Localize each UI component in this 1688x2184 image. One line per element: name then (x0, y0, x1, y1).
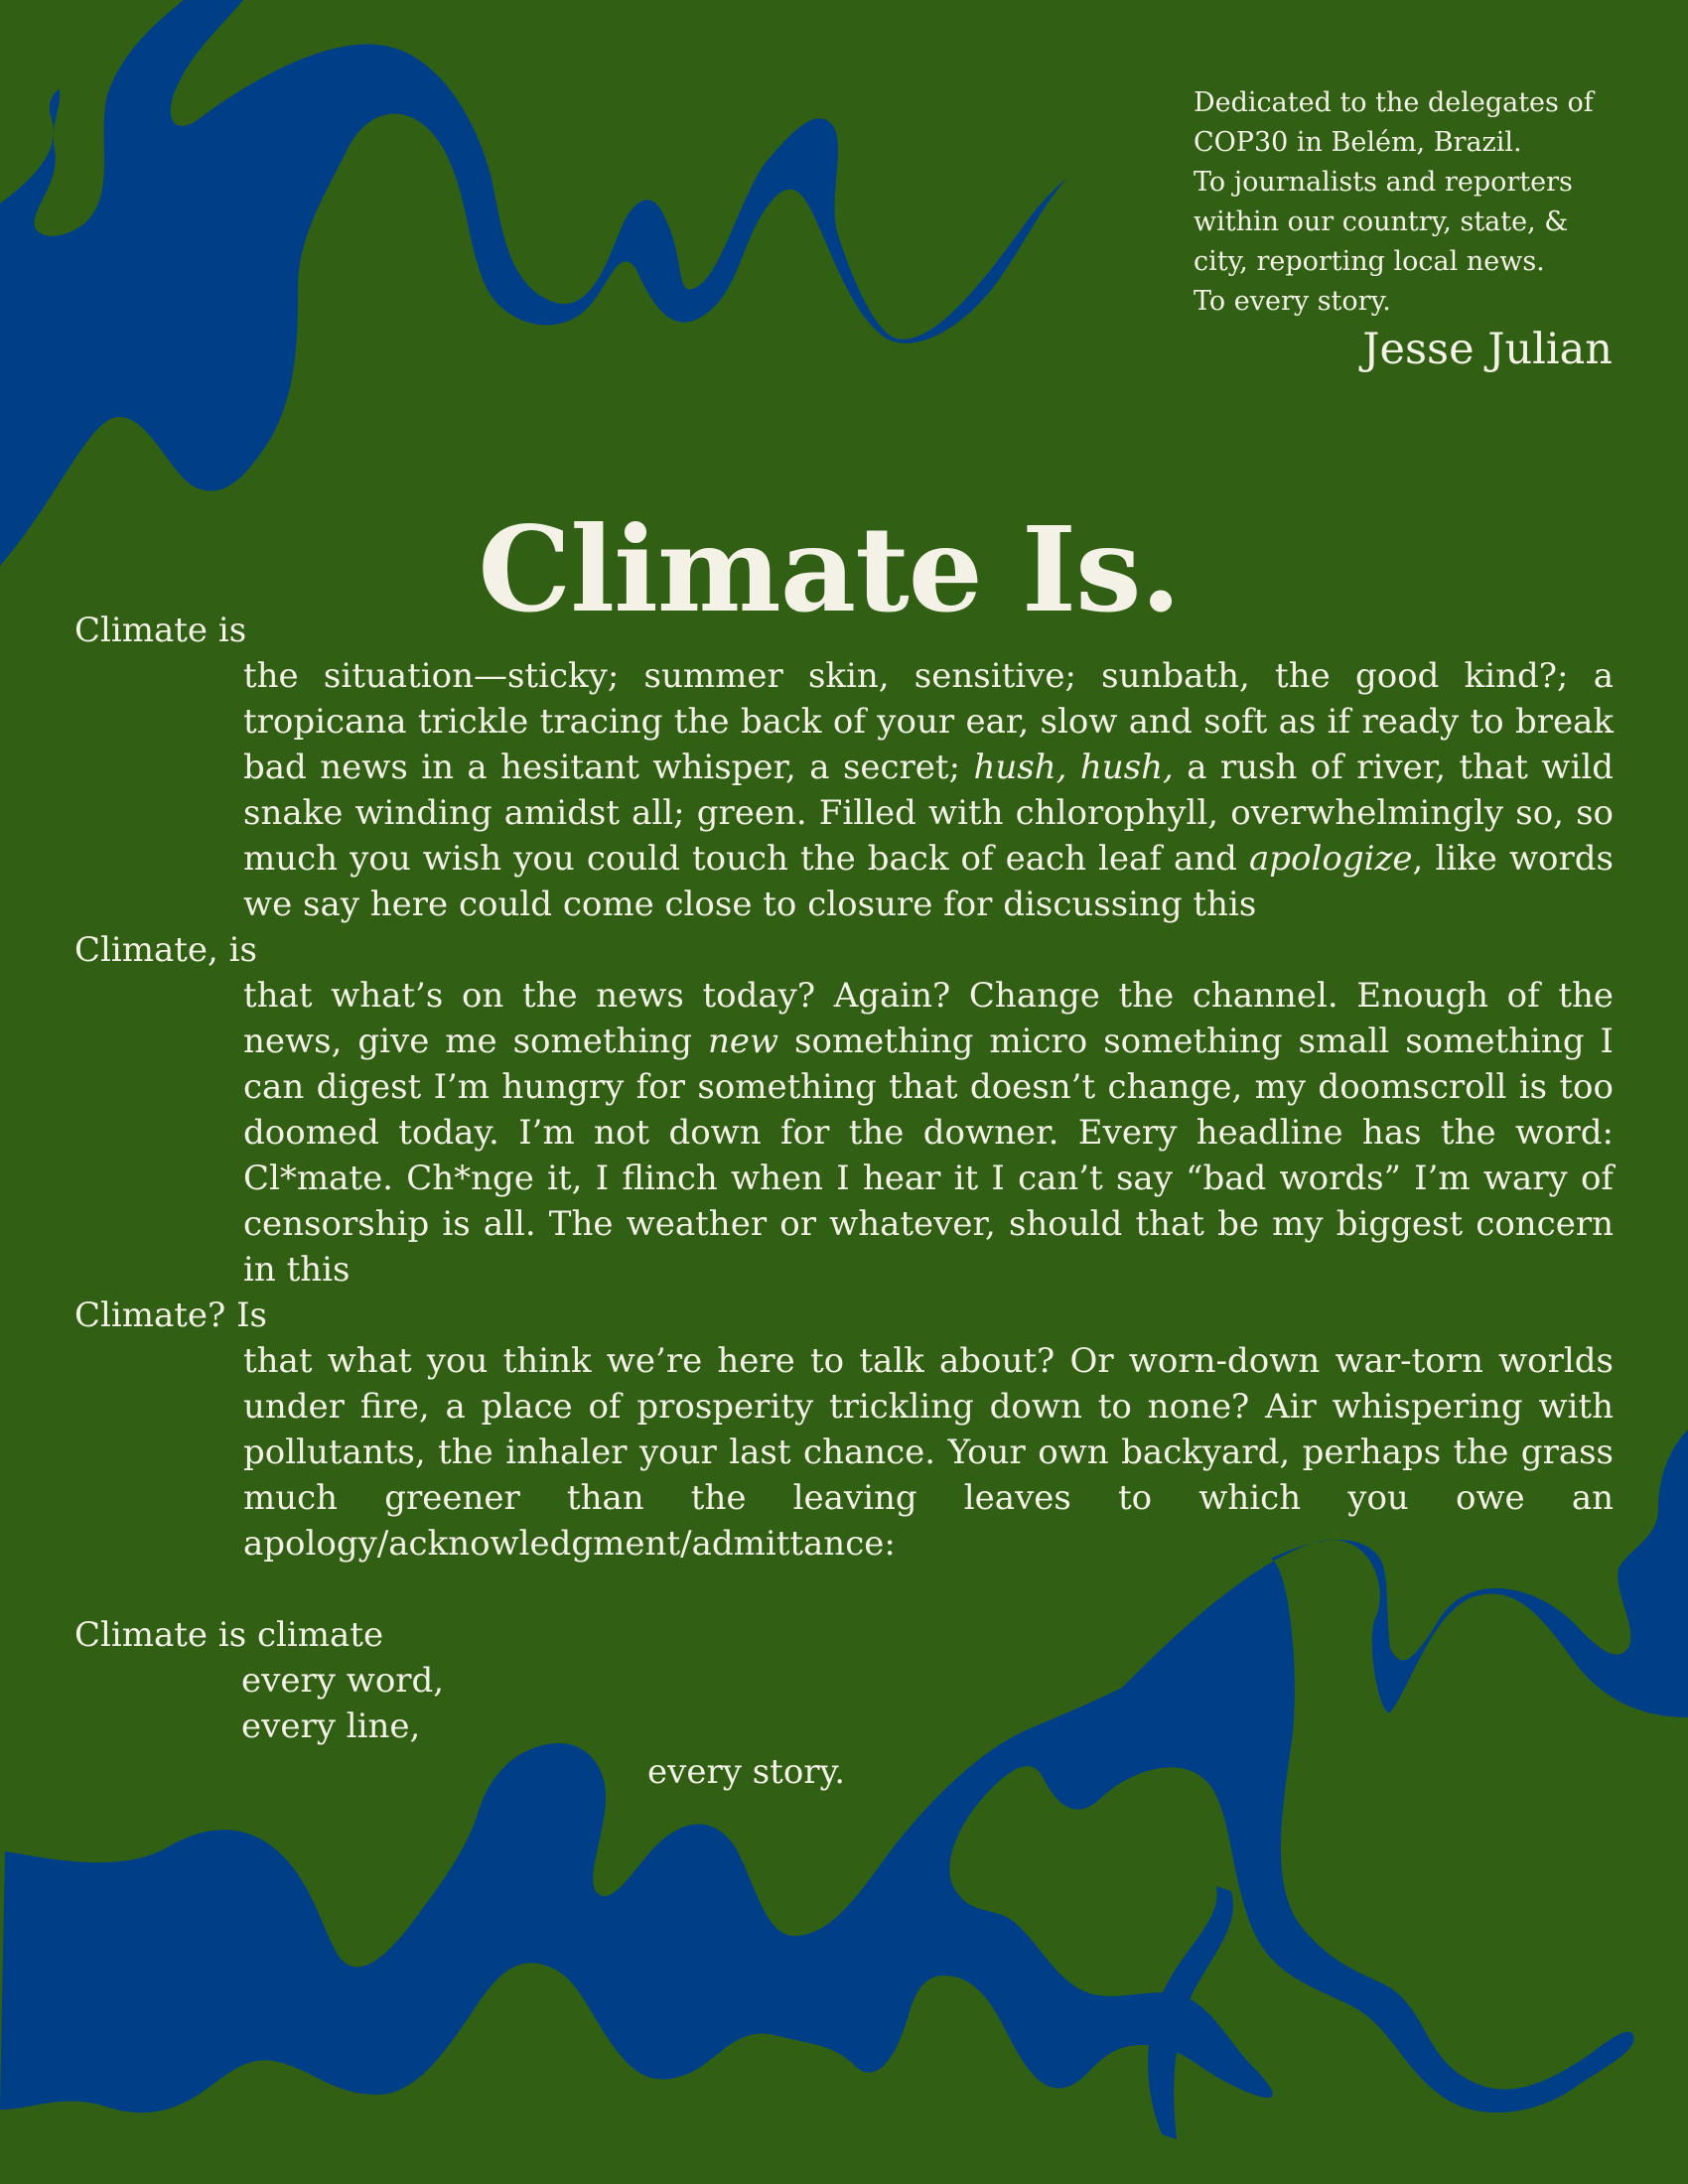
stanza-emphasis: new (707, 1022, 779, 1061)
poem-title: Climate Is. (478, 500, 1181, 639)
stanza-lead: Climate is (74, 611, 247, 650)
stanza-text (243, 653, 1614, 927)
stanza-text-part: something micro something small something I can digest I’m hungry for something that doesn’t change, my doomscroll is too doomed today. I’m not down for the downer. Every headline has the word: Cl*mate. Ch*nge it, I flinch when I hear it I can’t say “bad words” I’m wary of censorship is all. The weather or whatever, should that be my biggest concern in this (243, 1022, 1614, 1290)
dedication-line: To every story. (1194, 286, 1391, 317)
stanza-text-part: the situation—sticky; summer skin, sensitive; sunbath, the good kind?; a tropicana trickle tracing the back of your ear, slow and soft as if ready to break bad news in a hesitant whisper, a secret; (243, 656, 1614, 787)
stanza-text-part: a rush of river, that wild snake winding amidst all; green. Filled with chlorophyll, overwhelmingly so, so much you wish you could touch the back of each leaf and (243, 748, 1614, 879)
stanza-text-part: , like words we say here could come close to closure for discussing this (243, 839, 1614, 924)
stanza-lead: Climate? Is (74, 1296, 267, 1335)
stanza-emphasis: apologize (1249, 839, 1413, 879)
closing-line: every word, (241, 1661, 445, 1701)
poem-body (74, 608, 1614, 1795)
top-river-shape (0, 0, 1067, 566)
stanza-emphasis: hush, hush, (973, 748, 1174, 787)
stanza-lead: Climate, is (74, 930, 257, 970)
dedication-line: To journalists and reporters (1194, 167, 1573, 198)
stanza-text (243, 1338, 1614, 1567)
author-name: Jesse Julian (1362, 325, 1613, 374)
dedication-line: city, reporting local news. (1194, 246, 1545, 277)
closing-lead: Climate is climate (74, 1615, 384, 1655)
dedication-line: COP30 in Belém, Brazil. (1194, 127, 1522, 158)
stanza-spacer (74, 1567, 1614, 1612)
dedication (1194, 83, 1620, 322)
closing-line: every line, (241, 1706, 421, 1746)
stanza-text-part: that what’s on the news today? Again? Change the channel. Enough of the news, give me something (243, 976, 1614, 1061)
dedication-line: Dedicated to the delegates of (1194, 87, 1594, 118)
closing-line: every story. (647, 1752, 846, 1792)
dedication-line: within our country, state, & (1194, 206, 1569, 237)
stanza-text (243, 973, 1614, 1293)
stanza-text-part: that what you think we’re here to talk about? Or worn-down war-torn worlds under fire, a place of prosperity trickling down to none? Air whispering with pollutants, the inhaler your last chance. Your own backyard, perhaps the grass much greener than the leaving leaves to which you owe an apology/acknowledgment/admittance: (243, 1341, 1614, 1564)
